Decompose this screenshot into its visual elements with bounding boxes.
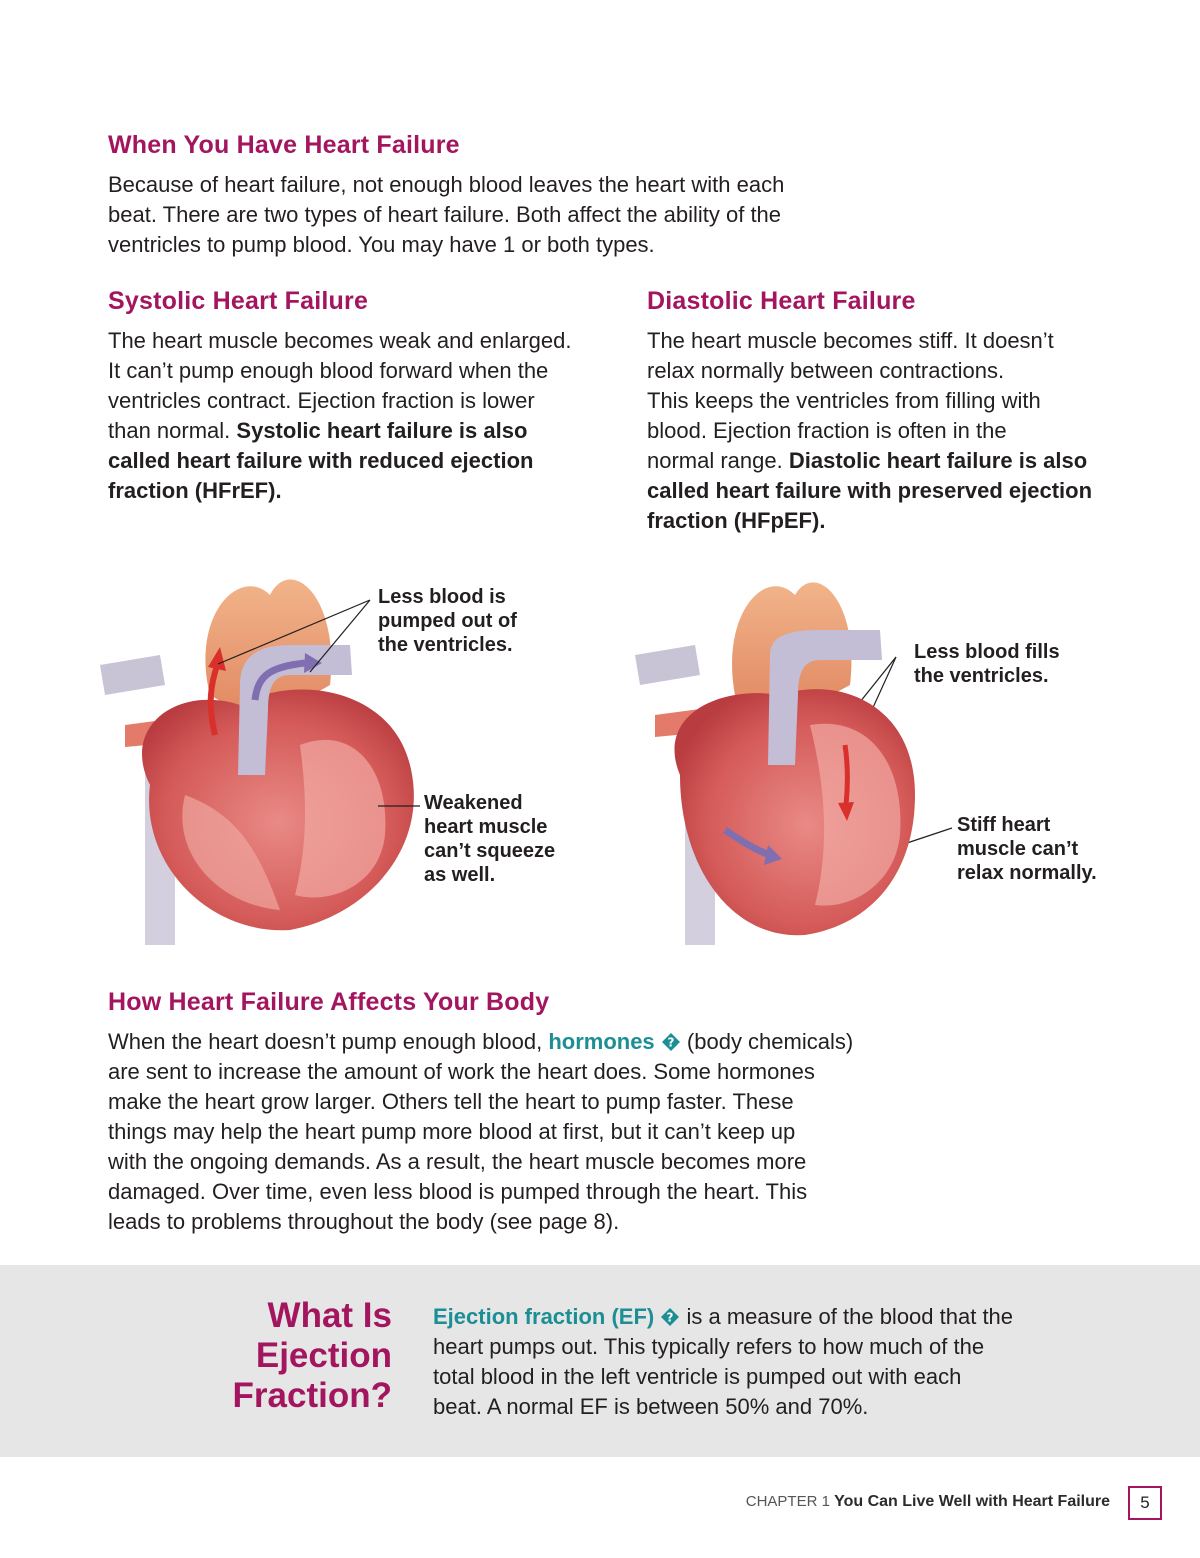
svg-text:?: ? <box>666 1310 674 1325</box>
diastolic-line: relax normally between contractions. <box>647 358 1005 383</box>
ef-line: heart pumps out. This typically refers to how much of the <box>433 1334 985 1359</box>
body-effects-paragraph <box>108 1027 908 1237</box>
intro-heading: When You Have Heart Failure <box>108 131 460 159</box>
systolic-heading: Systolic Heart Failure <box>108 287 369 315</box>
hormones-glossary-term[interactable]: hormones <box>548 1029 655 1054</box>
label-line: Less blood is <box>378 586 506 608</box>
label-line: Weakened <box>424 792 523 814</box>
diastolic-heading: Diastolic Heart Failure <box>647 287 916 315</box>
ef-line: total blood in the left ventricle is pumped out with each <box>433 1364 962 1389</box>
body-line: make the heart grow larger. Others tell the heart to pump faster. These <box>108 1089 794 1114</box>
body-line-text: When the heart doesn’t pump enough blood, <box>108 1029 549 1054</box>
chapter-title: You Can Live Well with Heart Failure <box>834 1493 1110 1510</box>
diastolic-label-top <box>914 640 1060 688</box>
intro-line: ventricles to pump blood. You may have 1 or both types. <box>108 232 655 257</box>
diastolic-heart-illustration <box>630 545 930 955</box>
body-line: damaged. Over time, even less blood is pumped through the heart. This <box>108 1179 808 1204</box>
label-line: can’t squeeze <box>424 840 556 862</box>
body-effects-heading: How Heart Failure Affects Your Body <box>108 988 550 1016</box>
label-line: Less blood fills <box>914 641 1060 663</box>
diastolic-line: blood. Ejection fraction is often in the <box>647 418 1007 443</box>
diastolic-bold-line: called heart failure with preserved ejection <box>647 478 1093 503</box>
body-line: leads to problems throughout the body (see page 8). <box>108 1209 620 1234</box>
ejection-fraction-text <box>433 1302 1073 1422</box>
systolic-line: ventricles contract. Ejection fraction is lower <box>108 388 535 413</box>
ef-line <box>433 1302 1073 1332</box>
ef-line-text: is a measure of the blood that the <box>680 1304 1014 1329</box>
systolic-label-top <box>378 585 517 657</box>
svg-text:?: ? <box>667 1035 675 1050</box>
systolic-line: The heart muscle becomes weak and enlarged. <box>108 328 572 353</box>
chapter-label: CHAPTER 1 <box>745 1493 830 1510</box>
intro-line: beat. There are two types of heart failure. Both affect the ability of the <box>108 202 782 227</box>
diastolic-line: The heart muscle becomes stiff. It doesn’t <box>647 328 1054 353</box>
systolic-label-bottom <box>424 791 555 887</box>
label-line: Stiff heart <box>957 814 1051 836</box>
systolic-bold-line: called heart failure with reduced ejection <box>108 448 534 473</box>
label-line: muscle can’t <box>957 838 1079 860</box>
title-line: Ejection <box>255 1336 392 1375</box>
label-line: relax normally. <box>957 862 1097 884</box>
diastolic-line: This keeps the ventricles from filling with <box>647 388 1041 413</box>
diastolic-label-bottom <box>957 813 1097 885</box>
intro-line: Because of heart failure, not enough blood leaves the heart with each <box>108 172 785 197</box>
page-footer <box>746 1493 1110 1511</box>
label-line: the ventricles. <box>378 634 513 656</box>
label-line: pumped out of <box>378 610 517 632</box>
body-line: are sent to increase the amount of work the heart does. Some hormones <box>108 1059 815 1084</box>
body-line: things may help the heart pump more blood at first, but it can’t keep up <box>108 1119 796 1144</box>
page-number: 5 <box>1128 1486 1162 1520</box>
label-line: heart muscle <box>424 816 548 838</box>
body-line <box>108 1027 908 1057</box>
diastolic-line-bold: Diastolic heart failure is also <box>788 448 1088 473</box>
ejection-fraction-glossary-term[interactable]: Ejection fraction (EF) <box>433 1304 655 1329</box>
systolic-line-plain: than normal. <box>108 418 237 443</box>
systolic-bold-line: fraction (HFrEF). <box>108 478 282 503</box>
body-line: with the ongoing demands. As a result, the heart muscle becomes more <box>108 1149 807 1174</box>
glossary-diamond-icon <box>655 1029 681 1054</box>
ef-line: beat. A normal EF is between 50% and 70%. <box>433 1394 869 1419</box>
diastolic-line-plain: normal range. <box>647 448 789 473</box>
ejection-fraction-title <box>132 1296 392 1416</box>
label-line: the ventricles. <box>914 665 1049 687</box>
title-line: Fraction? <box>232 1376 392 1415</box>
systolic-line: It can’t pump enough blood forward when the <box>108 358 549 383</box>
diastolic-bold-line: fraction (HFpEF). <box>647 508 826 533</box>
systolic-line-bold: Systolic heart failure is also <box>236 418 528 443</box>
glossary-diamond-icon <box>654 1304 680 1329</box>
body-line-text: (body chemicals) <box>680 1029 854 1054</box>
label-line: as well. <box>424 864 496 886</box>
title-line: What Is <box>267 1296 392 1335</box>
